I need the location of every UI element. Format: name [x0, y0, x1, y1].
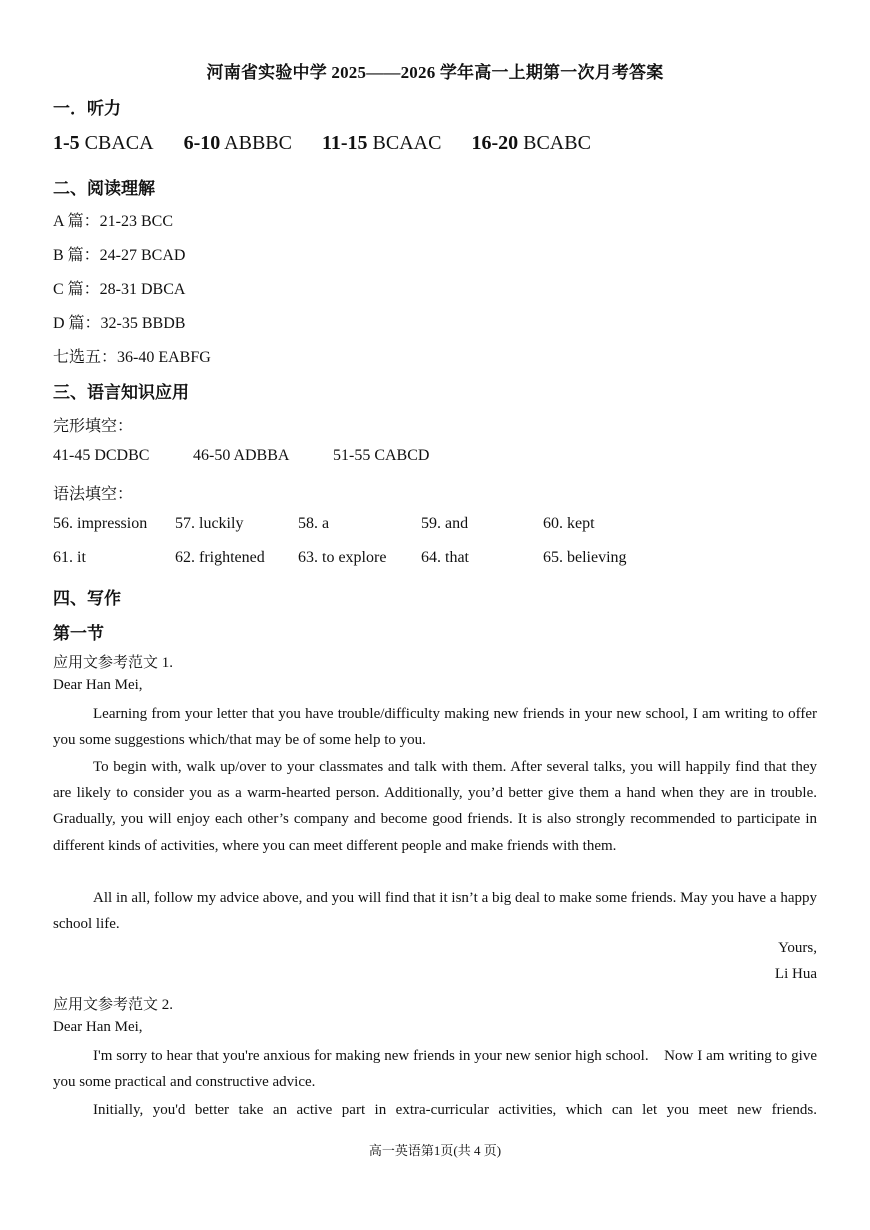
section-language-heading: 三、语言知识应用 — [53, 383, 189, 402]
listening-group — [184, 132, 292, 155]
grammar-answer: 61. it — [53, 549, 86, 566]
writing-part-heading: 第一节 — [53, 624, 104, 643]
answer-range: 1-5 — [53, 132, 80, 154]
essay2-label: 应用文参考范文 2. — [53, 997, 174, 1013]
essay1-label: 应用文参考范文 1. — [53, 655, 174, 671]
answer-range: 16-20 — [471, 132, 519, 154]
grammar-answer: 65. believing — [543, 549, 627, 566]
essay2-paragraph: Initially, you'd better take an active part in extra-curricular activities, which can let you meet new friends. — [93, 1102, 817, 1118]
grammar-answer: 57. luckily — [175, 515, 244, 532]
cloze-answer: 51-55 CABCD — [333, 447, 430, 464]
essay1-greeting: Dear Han Mei, — [53, 677, 143, 693]
reading-answer-line: A 篇：21-23 BCC — [53, 213, 174, 230]
essay1-closing: Yours, — [778, 940, 817, 956]
answer-letters: BCAAC — [372, 132, 442, 154]
essay1-signature: Li Hua — [774, 966, 817, 982]
grammar-answer: 62. frightened — [175, 549, 265, 566]
reading-answer-line: C 篇：28-31 DBCA — [53, 281, 186, 298]
answer-letters: ABBBC — [224, 132, 292, 154]
page-footer: 高一英语第1页(共 4 页) — [368, 1143, 502, 1158]
grammar-answer: 63. to explore — [298, 549, 387, 566]
section-reading-heading: 二、阅读理解 — [53, 179, 155, 198]
answer-letters: CBACA — [84, 132, 154, 154]
essay2-greeting: Dear Han Mei, — [53, 1019, 143, 1035]
answer-letters: BCABC — [523, 132, 591, 154]
grammar-answer: 60. kept — [543, 515, 595, 532]
cloze-answer: 46-50 ADBBA — [193, 447, 290, 464]
grammar-answer: 59. and — [421, 515, 469, 532]
reading-answer-line: B 篇：24-27 BCAD — [53, 247, 186, 264]
listening-answers — [53, 132, 621, 155]
essay1-paragraph: All in all, follow my advice above, and you will find that it isn’t a big deal to make some friends. May you have a happy school life. — [53, 890, 817, 933]
listening-group — [53, 132, 154, 155]
grammar-answer: 56. impression — [53, 515, 148, 532]
reading-answer-line: D 篇：32-35 BBDB — [53, 315, 186, 332]
cloze-answer: 41-45 DCDBC — [53, 447, 150, 464]
listening-group — [322, 132, 441, 155]
essay1-paragraph: Learning from your letter that you have trouble/difficulty making new friends in your new school, I am writing to offer you some suggestions which/that may be of some help to you. — [53, 706, 817, 749]
reading-answer-line: 七选五：36-40 EABFG — [53, 349, 211, 366]
section-listening-heading: 一．听力 — [53, 99, 121, 118]
section-writing-heading: 四、写作 — [53, 589, 121, 608]
grammar-answer: 64. that — [421, 549, 469, 566]
grammar-answer: 58. a — [298, 515, 330, 532]
listening-group — [471, 132, 590, 155]
answer-range: 11-15 — [321, 132, 368, 154]
page-title: 河南省实验中学 2025——2026 学年高一上期第一次月考答案 — [206, 63, 664, 82]
essay1-paragraph: To begin with, walk up/over to your classmates and talk with them. After several talks, you will happily find that they are likely to consider you as a warm-hearted person. Additionally, you’d better give them a hand when they are in trouble. Gradually, you will enjoy each other’s company and become good friends. It is also strongly recommended to participate in different kinds of activities, where you can meet different people and make friends with them. — [53, 759, 817, 854]
cloze-label: 完形填空： — [53, 418, 134, 435]
answer-range: 6-10 — [183, 132, 221, 154]
grammar-label: 语法填空： — [53, 486, 134, 503]
essay2-paragraph: I'm sorry to hear that you're anxious for making new friends in your new senior high school. Now I am writing to give you some practical and constructive advice. — [53, 1048, 821, 1091]
